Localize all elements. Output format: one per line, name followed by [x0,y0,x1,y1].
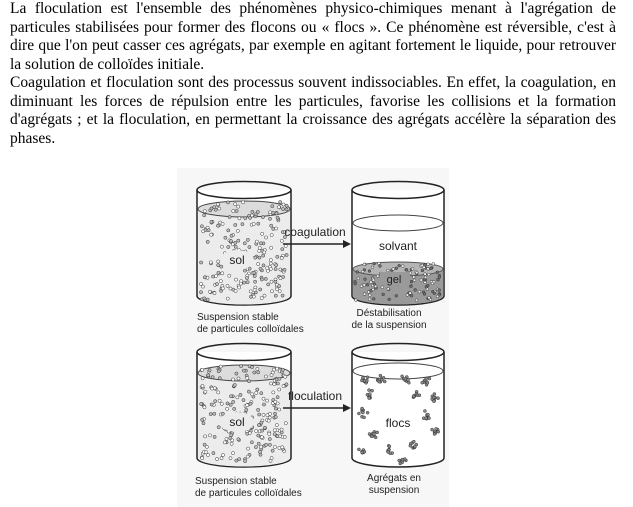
caption-top-right-2: de la suspension [351,320,427,331]
coagulation-label: coagulation [284,225,346,239]
flocs-label: flocs [385,416,411,430]
caption-top-left-1: Suspension stable [197,312,279,323]
beaker-sol-top [197,182,291,306]
caption-bottom-left-1: Suspension stable [195,476,277,487]
beaker-flocs [352,344,444,468]
floculation-label: floculation [287,389,343,403]
caption-bottom-right-1: Agrégats en [367,473,421,484]
caption-top-left-2: de particules colloïdales [197,324,304,335]
beaker-sol-bottom [197,344,291,468]
paragraph-coagulation-floculation: Coagulation et floculation sont des processus souvent indissociables. En effet, la coagulation, en diminuant les forces de répulsion entre les particules, favorise les collisions et la formation d'agrégats ; et la floculation, en permettant la croissance des agrégats accélère la séparation des phases. [10,74,616,147]
coagulation-floculation-figure [177,168,449,507]
caption-bottom-left-2: de particules colloïdales [195,488,302,499]
caption-top-right-1: Déstabilisation [356,308,422,319]
solvant-label: solvant [378,239,418,253]
sol-label-top: sol [229,253,245,267]
caption-bottom-right-2: suspension [368,485,420,496]
paragraph-floculation-definition: La floculation est l'ensemble des phénomènes physico-chimiques menant à l'agrégation de particules stabilisées pour former des flocons ou « flocs ». Ce phénomène est réversible, c'est à dire que l'on peut casser ces agrégats, par exemple en agitant fortement le liquide, pour retrouver la solution de colloïdes initiale. [10,0,616,73]
gel-label: gel [386,274,402,286]
sol-label-bottom: sol [229,415,245,429]
